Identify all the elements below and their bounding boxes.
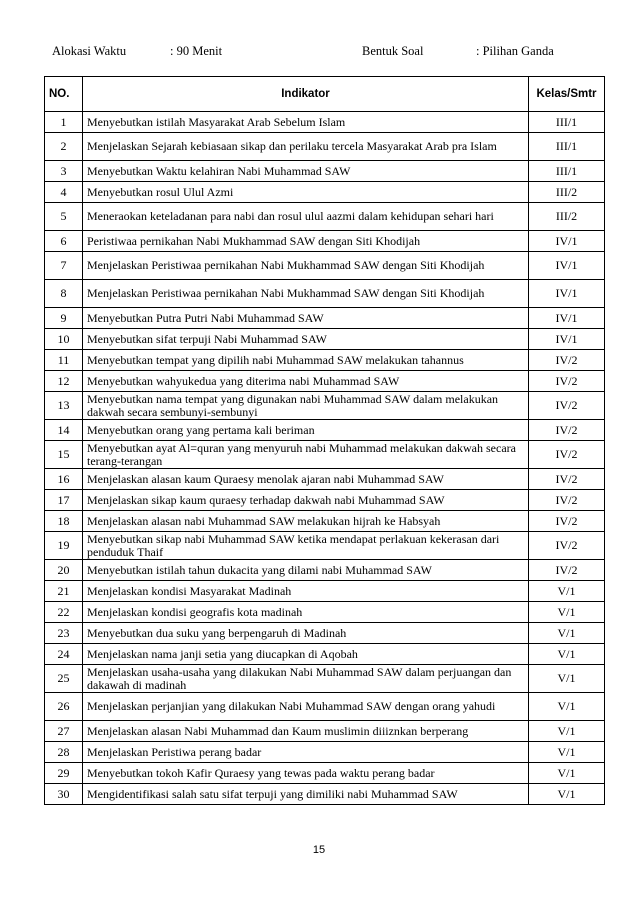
table-row <box>45 763 605 784</box>
row-number: 22 <box>45 602 83 623</box>
row-number: 8 <box>45 280 83 308</box>
column-header-kelas: Kelas/Smtr <box>529 77 605 112</box>
row-indikator: Menyebutkan ayat Al=quran yang menyuruh nabi Muhammad melakukan dakwah secara terang-terangan <box>83 441 529 469</box>
row-indikator: Menjelaskan Peristiwaa pernikahan Nabi Mukhammad SAW dengan Siti Khodijah <box>83 280 529 308</box>
table-row <box>45 721 605 742</box>
row-number: 18 <box>45 511 83 532</box>
row-kelas: IV/2 <box>529 560 605 581</box>
table-row <box>45 441 605 469</box>
table-row <box>45 350 605 371</box>
row-indikator: Menjelaskan sikap kaum quraesy terhadap dakwah nabi Muhammad SAW <box>83 490 529 511</box>
row-kelas: III/1 <box>529 133 605 161</box>
row-kelas: V/1 <box>529 763 605 784</box>
row-number: 2 <box>45 133 83 161</box>
row-number: 26 <box>45 693 83 721</box>
row-indikator: Menyebutkan sifat terpuji Nabi Muhammad SAW <box>83 329 529 350</box>
row-kelas: III/1 <box>529 161 605 182</box>
table-row <box>45 511 605 532</box>
row-indikator: Menyebutkan nama tempat yang digunakan nabi Muhammad SAW dalam melakukan dakwah secara sembunyi-sembunyi <box>83 392 529 420</box>
row-indikator: Mengidentifikasi salah satu sifat terpuji yang dimiliki nabi Muhammad SAW <box>83 784 529 805</box>
row-kelas: V/1 <box>529 742 605 763</box>
row-number: 17 <box>45 490 83 511</box>
row-kelas: V/1 <box>529 784 605 805</box>
bentuk-soal-value: : Pilihan Ganda <box>476 44 554 58</box>
row-indikator: Menyebutkan istilah Masyarakat Arab Sebelum Islam <box>83 112 529 133</box>
table-row <box>45 392 605 420</box>
exam-header <box>52 44 612 62</box>
row-kelas: V/1 <box>529 644 605 665</box>
column-header-indikator: Indikator <box>83 77 529 112</box>
row-kelas: V/1 <box>529 665 605 693</box>
row-kelas: III/2 <box>529 203 605 231</box>
column-header-no: NO. <box>45 77 83 112</box>
row-number: 5 <box>45 203 83 231</box>
row-indikator: Menjelaskan kondisi geografis kota madinah <box>83 602 529 623</box>
row-number: 14 <box>45 420 83 441</box>
row-kelas: IV/2 <box>529 392 605 420</box>
row-indikator: Menjelaskan alasan kaum Quraesy menolak ajaran nabi Muhammad SAW <box>83 469 529 490</box>
row-kelas: IV/2 <box>529 350 605 371</box>
row-kelas: IV/2 <box>529 371 605 392</box>
table-row <box>45 420 605 441</box>
row-kelas: V/1 <box>529 623 605 644</box>
indikator-table <box>44 76 605 805</box>
row-kelas: V/1 <box>529 693 605 721</box>
table-row <box>45 161 605 182</box>
table-row <box>45 469 605 490</box>
row-indikator: Menyebutkan orang yang pertama kali beriman <box>83 420 529 441</box>
table-row <box>45 231 605 252</box>
row-number: 27 <box>45 721 83 742</box>
row-kelas: IV/2 <box>529 469 605 490</box>
row-number: 9 <box>45 308 83 329</box>
row-kelas: III/2 <box>529 182 605 203</box>
row-number: 21 <box>45 581 83 602</box>
row-indikator: Menjelaskan alasan Nabi Muhammad dan Kaum muslimin diiiznkan berperang <box>83 721 529 742</box>
row-number: 10 <box>45 329 83 350</box>
row-number: 7 <box>45 252 83 280</box>
table-row <box>45 742 605 763</box>
row-kelas: IV/1 <box>529 252 605 280</box>
row-number: 13 <box>45 392 83 420</box>
row-number: 24 <box>45 644 83 665</box>
row-indikator: Menyebutkan tokoh Kafir Quraesy yang tewas pada waktu perang badar <box>83 763 529 784</box>
row-number: 30 <box>45 784 83 805</box>
row-kelas: IV/2 <box>529 441 605 469</box>
row-indikator: Menjelaskan kondisi Masyarakat Madinah <box>83 581 529 602</box>
row-kelas: IV/1 <box>529 280 605 308</box>
row-kelas: IV/1 <box>529 308 605 329</box>
row-number: 15 <box>45 441 83 469</box>
alokasi-waktu-value: : 90 Menit <box>170 44 223 58</box>
row-indikator: Menyebutkan istilah tahun dukacita yang dilami nabi Muhammad SAW <box>83 560 529 581</box>
row-kelas: IV/1 <box>529 231 605 252</box>
table-row <box>45 329 605 350</box>
table-row <box>45 602 605 623</box>
row-number: 16 <box>45 469 83 490</box>
row-number: 1 <box>45 112 83 133</box>
table-row <box>45 560 605 581</box>
row-number: 20 <box>45 560 83 581</box>
row-kelas: IV/2 <box>529 532 605 560</box>
table-row <box>45 252 605 280</box>
table-row <box>45 532 605 560</box>
row-kelas: III/1 <box>529 112 605 133</box>
row-kelas: V/1 <box>529 721 605 742</box>
row-kelas: V/1 <box>529 581 605 602</box>
row-indikator: Menyebutkan Putra Putri Nabi Muhammad SAW <box>83 308 529 329</box>
row-indikator: Menjelaskan perjanjian yang dilakukan Nabi Muhammad SAW dengan orang yahudi <box>83 693 529 721</box>
table-row <box>45 665 605 693</box>
row-indikator: Menjelaskan Peristiwaa pernikahan Nabi Mukhammad SAW dengan Siti Khodijah <box>83 252 529 280</box>
table-row <box>45 581 605 602</box>
table-row <box>45 371 605 392</box>
row-indikator: Menjelaskan Peristiwa perang badar <box>83 742 529 763</box>
row-number: 23 <box>45 623 83 644</box>
row-indikator: Menyebutkan dua suku yang berpengaruh di Madinah <box>83 623 529 644</box>
table-row <box>45 784 605 805</box>
table-row <box>45 490 605 511</box>
table-row <box>45 644 605 665</box>
row-number: 12 <box>45 371 83 392</box>
row-number: 25 <box>45 665 83 693</box>
row-kelas: IV/2 <box>529 420 605 441</box>
row-indikator: Menjelaskan Sejarah kebiasaan sikap dan perilaku tercela Masyarakat Arab pra Islam <box>83 133 529 161</box>
table-row <box>45 308 605 329</box>
bentuk-soal-label: Bentuk Soal <box>362 44 424 58</box>
table-row <box>45 693 605 721</box>
row-number: 11 <box>45 350 83 371</box>
row-indikator: Meneraokan keteladanan para nabi dan rosul ulul aazmi dalam kehidupan sehari hari <box>83 203 529 231</box>
table-row <box>45 133 605 161</box>
row-number: 29 <box>45 763 83 784</box>
row-number: 28 <box>45 742 83 763</box>
table-row <box>45 623 605 644</box>
row-kelas: V/1 <box>529 602 605 623</box>
alokasi-waktu-label: Alokasi Waktu <box>52 44 127 58</box>
row-indikator: Menyebutkan wahyukedua yang diterima nabi Muhammad SAW <box>83 371 529 392</box>
table-row <box>45 112 605 133</box>
table-row <box>45 182 605 203</box>
page-number: 15 <box>312 844 326 856</box>
row-kelas: IV/1 <box>529 329 605 350</box>
row-indikator: Menyebutkan Waktu kelahiran Nabi Muhammad SAW <box>83 161 529 182</box>
table-row <box>45 203 605 231</box>
row-indikator: Menyebutkan rosul Ulul Azmi <box>83 182 529 203</box>
table-body <box>45 112 605 805</box>
row-indikator: Menjelaskan nama janji setia yang diucapkan di Aqobah <box>83 644 529 665</box>
row-indikator: Menyebutkan tempat yang dipilih nabi Muhammad SAW melakukan tahannus <box>83 350 529 371</box>
table-row <box>45 280 605 308</box>
row-indikator: Menjelaskan alasan nabi Muhammad SAW melakukan hijrah ke Habsyah <box>83 511 529 532</box>
row-indikator: Menyebutkan sikap nabi Muhammad SAW ketika mendapat perlakuan kekerasan dari penduduk Thaif <box>83 532 529 560</box>
row-kelas: IV/2 <box>529 490 605 511</box>
table-header-row <box>45 77 605 112</box>
row-number: 6 <box>45 231 83 252</box>
row-number: 4 <box>45 182 83 203</box>
row-number: 19 <box>45 532 83 560</box>
row-indikator: Peristiwaa pernikahan Nabi Mukhammad SAW dengan Siti Khodijah <box>83 231 529 252</box>
row-indikator: Menjelaskan usaha-usaha yang dilakukan Nabi Muhammad SAW dalam perjuangan dan dakawah di madinah <box>83 665 529 693</box>
row-number: 3 <box>45 161 83 182</box>
row-kelas: IV/2 <box>529 511 605 532</box>
